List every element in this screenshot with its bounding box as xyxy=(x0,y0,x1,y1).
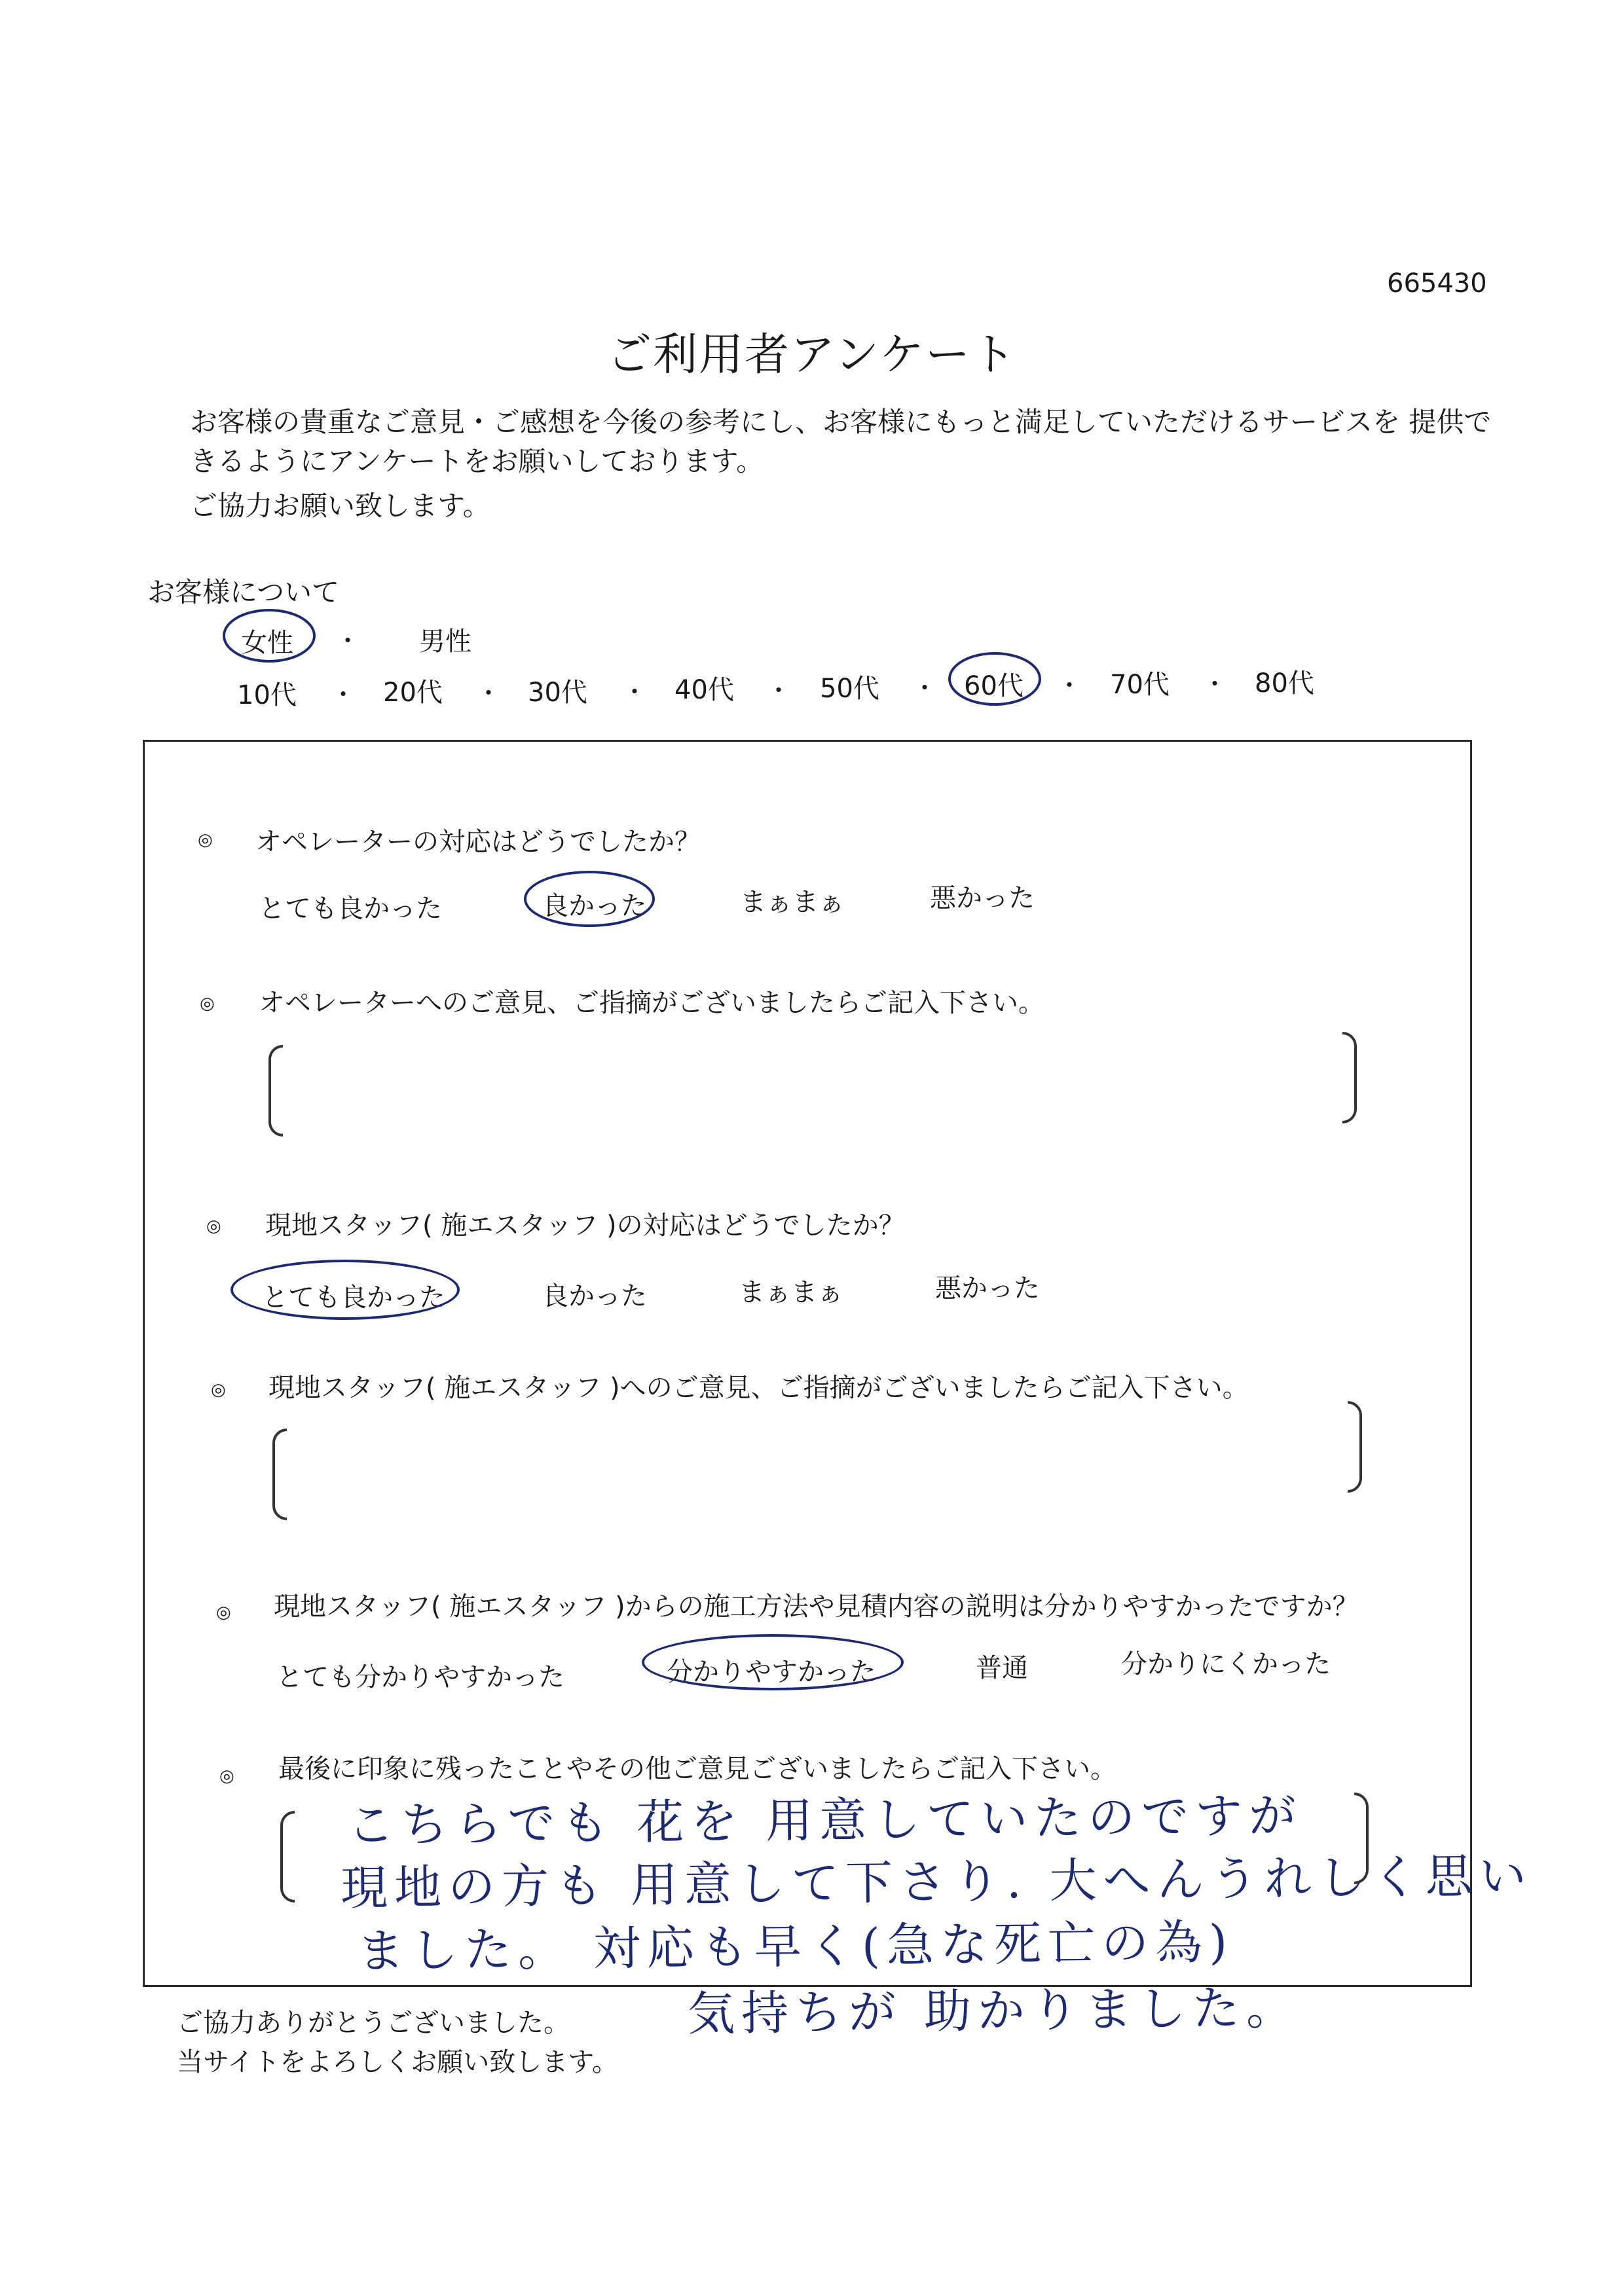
q4-text: 現地スタッフ( 施エスタッフ )へのご意見、ご指摘がございましたらご記入下さい。 xyxy=(268,1373,1249,1403)
gender-option-female[interactable]: 女性 xyxy=(241,628,293,658)
q3-option-good[interactable]: 良かった xyxy=(542,1281,647,1311)
q6-bracket-left xyxy=(280,1811,295,1903)
age-separator: ・ xyxy=(476,679,502,708)
age-option-40[interactable]: 40代 xyxy=(674,675,734,705)
q2-bullet: ◎ xyxy=(200,994,215,1013)
intro-line-3: ご協力お願い致します。 xyxy=(190,490,490,522)
q1-option-very-good[interactable]: とても良かった xyxy=(259,894,442,924)
q1-option-ok[interactable]: まぁまぁ xyxy=(740,887,845,917)
q6-answer-line-3: ました。 対応も早く(急な死亡の為) xyxy=(356,1914,1234,1978)
age-option-80[interactable]: 80代 xyxy=(1255,668,1314,699)
age-separator: ・ xyxy=(912,674,938,702)
q4-bracket-left xyxy=(272,1429,287,1520)
age-separator: ・ xyxy=(331,680,356,709)
selected-age-circle xyxy=(948,652,1041,706)
age-separator: ・ xyxy=(1057,671,1082,700)
q6-answer-line-4: 気持ちが 助かりました。 xyxy=(687,1980,1301,2041)
intro-line-2: きるようにアンケートをお願いしております。 xyxy=(190,445,764,477)
age-option-70[interactable]: 70代 xyxy=(1110,670,1170,700)
q1-option-good[interactable]: 良かった xyxy=(542,891,647,921)
age-separator: ・ xyxy=(1202,670,1228,699)
q2-text: オペレーターへのご意見、ご指摘がございましたらご記入下さい。 xyxy=(259,988,1044,1018)
intro-line-1: お客様の貴重なご意見・ご感想を今後の参考にし、お客様にもっと満足していただけるサービスを 提供で xyxy=(190,406,1492,438)
page-title: ご利用者アンケート xyxy=(607,329,1017,381)
q4-bullet: ◎ xyxy=(211,1380,226,1400)
q1-selected-circle xyxy=(524,871,655,927)
closing-line-1: ご協力ありがとうございました。 xyxy=(177,2008,570,2038)
q5-option-clear[interactable]: 分かりやすかった xyxy=(667,1657,876,1687)
q3-text: 現地スタッフ( 施エスタッフ )の対応はどうでしたか？ xyxy=(265,1211,905,1241)
age-option-50[interactable]: 50代 xyxy=(820,674,879,704)
q6-answer-line-2: 現地の方も 用意して下さり. 大へんうれしく思い xyxy=(340,1848,1534,1916)
q6-answer-line-1: こちらでも 花を 用意していたのですが xyxy=(346,1787,1303,1853)
gender-separator: ・ xyxy=(335,627,361,655)
q3-bullet: ◎ xyxy=(206,1216,221,1236)
customer-section-label: お客様について xyxy=(147,576,340,608)
q6-bullet: ◎ xyxy=(219,1766,234,1786)
age-separator: ・ xyxy=(766,676,792,705)
q5-option-very-clear[interactable]: とても分かりやすかった xyxy=(276,1662,564,1692)
gender-option-male[interactable]: 男性 xyxy=(419,627,471,657)
closing-line-2: 当サイトをよろしくお願い致します。 xyxy=(177,2047,618,2077)
document-id: 665430 xyxy=(1387,268,1487,299)
q1-bullet: ◎ xyxy=(198,830,213,850)
q5-selected-circle xyxy=(642,1634,904,1690)
q4-bracket-right xyxy=(1348,1401,1362,1493)
q3-option-bad[interactable]: 悪かった xyxy=(935,1273,1040,1303)
age-option-60[interactable]: 60代 xyxy=(964,671,1024,701)
q5-option-normal[interactable]: 普通 xyxy=(976,1653,1028,1683)
age-separator: ・ xyxy=(622,678,648,706)
age-option-30[interactable]: 30代 xyxy=(528,678,587,708)
age-option-20[interactable]: 20代 xyxy=(383,678,443,708)
selected-gender-circle xyxy=(223,609,316,663)
q6-text: 最後に印象に残ったことやその他ご意見ございましたらご記入下さい。 xyxy=(278,1754,1116,1784)
q3-option-very-good[interactable]: とても良かった xyxy=(262,1283,445,1313)
q5-text: 現地スタッフ( 施エスタッフ )からの施工方法や見積内容の説明は分かりやすかったですか？ xyxy=(274,1592,1359,1622)
q3-option-ok[interactable]: まぁまぁ xyxy=(739,1277,843,1307)
q3-selected-circle xyxy=(231,1260,460,1320)
q1-text: オペレーターの対応はどうでしたか？ xyxy=(255,827,701,857)
q2-bracket-left xyxy=(268,1045,283,1137)
age-option-10[interactable]: 10代 xyxy=(237,680,297,710)
q5-bullet: ◎ xyxy=(216,1603,231,1622)
q2-bracket-right xyxy=(1342,1032,1357,1123)
q5-option-unclear[interactable]: 分かりにくかった xyxy=(1121,1649,1331,1679)
q1-option-bad[interactable]: 悪かった xyxy=(930,883,1035,913)
